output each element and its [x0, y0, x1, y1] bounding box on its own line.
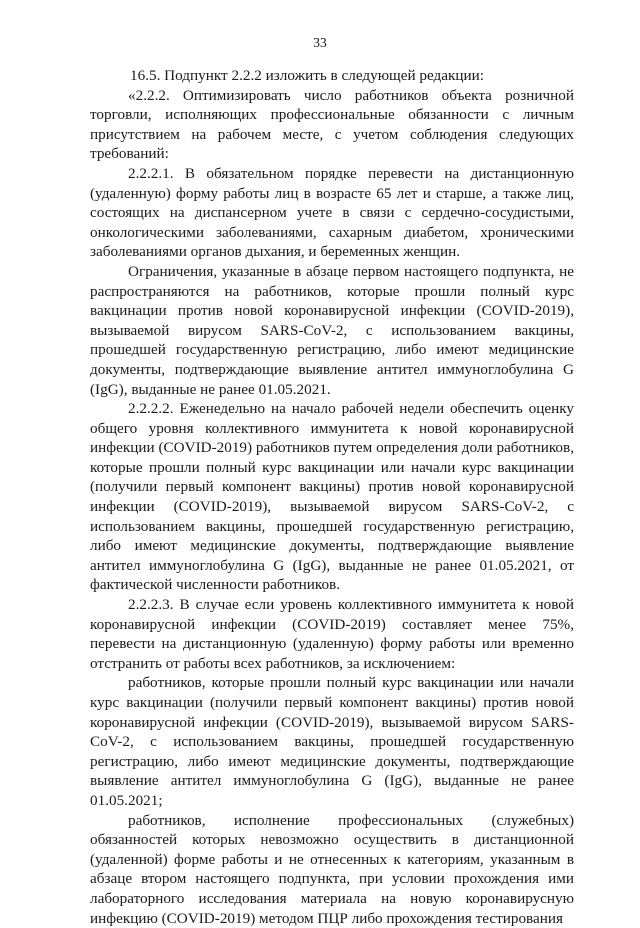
paragraph-2-2-2-3: 2.2.2.3. В случае если уровень коллективного иммунитета к новой коронавирусной инфекции (COVID-2019) составляет менее 75%, перевести на дистанционную (удаленную) форму работы или временно отстранить от работы всех работников, за исключением:: [90, 596, 574, 672]
paragraph-2-2-2-2: 2.2.2.2. Еженедельно на начало рабочей недели обеспечить оценку общего уровня коллективного иммунитета к новой коронавирусной инфекции (COVID-2019) работников путем определения доли работников, которые прошли полный курс вакцинации или начали курс вакцинации (получили первый компонент вакцины) против новой коронавирусной инфекции (COVID-2019), вызываемой вирусом SARS-CoV-2, с использованием вакцины, прошедшей государственную регистрацию, либо имеют медицинские документы, подтверждающие выявление антител иммуноглобулина G (IgG), выданные не ранее 01.05.2021, от фактической численности работников.: [90, 400, 574, 594]
paragraph-restrictions: Ограничения, указанные в абзаце первом настоящего подпункта, не распространяются на работников, которые прошли полный курс вакцинации против новой коронавирусной инфекции (COVID-2019), вызываемой вирусом SARS-CoV-2, с использованием вакцины, прошедшей государственную регистрацию, либо имеют медицинские документы, подтверждающие выявление антител иммуноглобулина G (IgG), выданные не ранее 01.05.2021.: [90, 262, 574, 398]
paragraph-2-2-2: «2.2.2. Оптимизировать число работников объекта розничной торговли, исполняющих профессиональные обязанности с личным присутствием на рабочем месте, с учетом соблюдения следующих требований:: [90, 86, 574, 163]
page-number: 33: [313, 35, 327, 50]
paragraph-amendment-intro: 16.5. Подпункт 2.2.2 изложить в следующей редакции:: [130, 67, 484, 84]
document-body: [90, 66, 574, 928]
paragraph-exception-onsite: работников, исполнение профессиональных (служебных) обязанностей которых невозможно осуществить в дистанционной (удаленной) форме работы и не отнесенных к категориям, указанным в абзаце втором настоящего подпункта, при условии прохождения ими лабораторного исследования материала на новую коронавирусную инфекцию (COVID-2019) методом ПЦР либо прохождения тестирования: [90, 811, 574, 927]
paragraph-exception-vaccinated: работников, которые прошли полный курс вакцинации или начали курс вакцинации (получили первый компонент вакцины) против новой коронавирусной инфекции (COVID-2019), вызываемой вирусом SARS-CoV-2, с использованием вакцины, прошедшей государственную регистрацию, либо имеют медицинские документы, подтверждающие выявление антител иммуноглобулина G (IgG), выданные не ранее 01.05.2021;: [90, 674, 574, 809]
paragraph-2-2-2-1: 2.2.2.1. В обязательном порядке перевести на дистанционную (удаленную) форму работы лиц в возрасте 65 лет и старше, а также лиц, состоящих на диспансерном учете в связи с сердечно-сосудистыми, онкологическими заболеваниями, сахарным диабетом, хроническими заболеваниями органов дыхания, и беременных женщин.: [90, 164, 574, 261]
